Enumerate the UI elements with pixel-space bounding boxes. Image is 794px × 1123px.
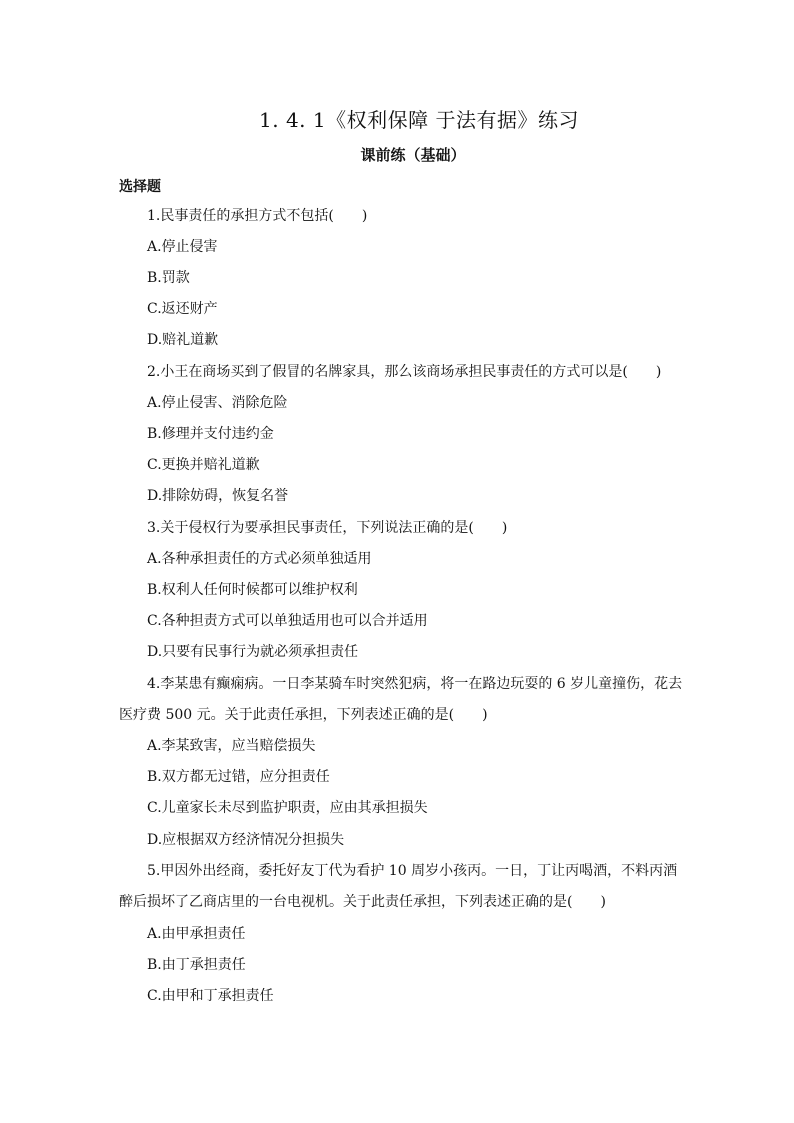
- answer-option: D.赔礼道歉: [147, 332, 219, 348]
- answer-option: C.更换并赔礼道歉: [147, 457, 260, 473]
- question-text: 4.李某患有癫痫病。一日李某骑车时突然犯病，将一在路边玩耍的 6 岁儿童撞伤，花去: [147, 676, 683, 692]
- question-text: 3.关于侵权行为要承担民事责任，下列说法正确的是( ): [147, 520, 508, 536]
- answer-option: A.停止侵害、消除危险: [147, 395, 288, 411]
- answer-option: C.儿童家长未尽到监护职责，应由其承担损失: [147, 800, 428, 816]
- question-text-continuation: 医疗费 500 元。关于此责任承担，下列表述正确的是( ): [119, 707, 488, 723]
- answer-option: A.停止侵害: [147, 239, 218, 255]
- question-text: 5.甲因外出经商，委托好友丁代为看护 10 周岁小孩丙。一日，丁让丙喝酒，不料丙酒: [147, 863, 678, 879]
- answer-option: A.各种承担责任的方式必须单独适用: [147, 551, 372, 567]
- page-subtitle: 课前练（基础）: [360, 146, 466, 164]
- answer-option: A.由甲承担责任: [147, 926, 246, 942]
- answer-option: B.修理并支付违约金: [147, 426, 274, 442]
- question-text: 2.小王在商场买到了假冒的名牌家具，那么该商场承担民事责任的方式可以是( ): [147, 364, 662, 380]
- answer-option: A.李某致害，应当赔偿损失: [147, 738, 316, 754]
- answer-option: D.只要有民事行为就必须承担责任: [147, 644, 359, 660]
- answer-option: B.权利人任何时候都可以维护权利: [147, 582, 358, 598]
- answer-option: B.双方都无过错，应分担责任: [147, 769, 330, 785]
- answer-option: B.罚款: [147, 270, 190, 286]
- answer-option: C.各种担责方式可以单独适用也可以合并适用: [147, 613, 428, 629]
- page-title: 1. 4. 1《权利保障 于法有据》练习: [259, 108, 579, 132]
- question-text-continuation: 醉后损坏了乙商店里的一台电视机。关于此责任承担，下列表述正确的是( ): [119, 894, 606, 910]
- section-heading: 选择题: [119, 179, 161, 195]
- answer-option: D.排除妨碍，恢复名誉: [147, 488, 289, 504]
- answer-option: B.由丁承担责任: [147, 957, 246, 973]
- question-text: 1.民事责任的承担方式不包括( ): [147, 208, 368, 224]
- answer-option: C.由甲和丁承担责任: [147, 988, 274, 1004]
- answer-option: D.应根据双方经济情况分担损失: [147, 832, 345, 848]
- answer-option: C.返还财产: [147, 301, 218, 317]
